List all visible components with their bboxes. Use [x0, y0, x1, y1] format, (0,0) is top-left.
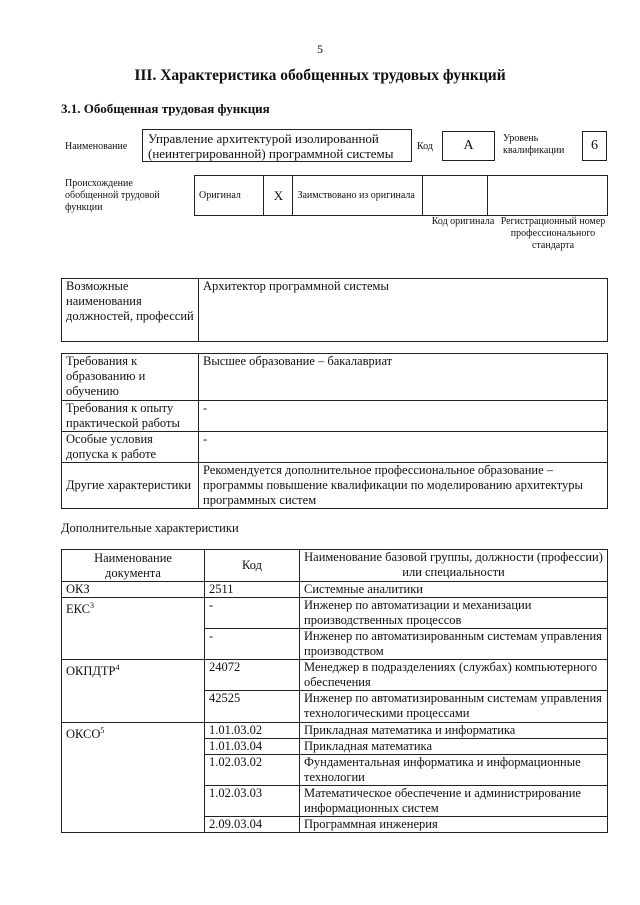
- reg-caption: Регистрационный номер профессионального стандарта: [500, 216, 606, 251]
- code-cell: 1.01.03.04: [205, 739, 300, 755]
- original-mark: Х: [264, 176, 293, 216]
- requirement-value: -: [199, 432, 608, 463]
- code-cell: 24072: [205, 660, 300, 691]
- requirement-label: Требования к опыту практической работы: [62, 401, 199, 432]
- table-row: [62, 582, 608, 598]
- positions-label: Возможные наименования должностей, профессий: [62, 279, 199, 342]
- name-cell: Фундаментальная информатика и информационные технологии: [300, 755, 608, 786]
- document-cell: [62, 598, 205, 660]
- table-row: [62, 660, 608, 691]
- name-cell: Инженер по автоматизированным системам управления производством: [300, 629, 608, 660]
- code-value: А: [442, 131, 495, 161]
- name-cell: Системные аналитики: [300, 582, 608, 598]
- code-label: Код: [417, 141, 433, 152]
- requirement-label: Другие характеристики: [62, 463, 199, 509]
- name-cell: Программная инженерия: [300, 817, 608, 833]
- additional-header-row: [62, 550, 608, 582]
- name-cell: Математическое обеспечение и администрирование информационных систем: [300, 786, 608, 817]
- requirement-value: Высшее образование – бакалавриат: [199, 354, 608, 401]
- header-document: Наименование документа: [62, 550, 205, 582]
- footnote-ref: 5: [100, 726, 105, 735]
- origin-label: Происхождение обобщенной трудовой функции: [65, 178, 160, 213]
- requirement-value: Рекомендуется дополнительное профессиональное образование – программы повышение квалификации по моделированию архитектуры программных систем: [199, 463, 608, 509]
- code-cell: 1.02.03.02: [205, 755, 300, 786]
- document-name: ОКПДТР: [66, 664, 116, 679]
- original-label: Оригинал: [195, 176, 264, 216]
- document-cell: [62, 582, 205, 598]
- header-name: Наименование базовой группы, должности (профессии) или специальности: [300, 550, 608, 582]
- requirement-row: [62, 432, 608, 463]
- requirement-row: [62, 401, 608, 432]
- level-value: 6: [582, 131, 607, 161]
- footnote-ref: 4: [115, 663, 120, 672]
- requirement-row: [62, 463, 608, 509]
- footnote-ref: 3: [90, 601, 94, 610]
- section-title: III. Характеристика обобщенных трудовых функций: [134, 67, 506, 84]
- additional-title: Дополнительные характеристики: [61, 521, 239, 535]
- code-cell: 1.02.03.03: [205, 786, 300, 817]
- document-name: ЕКС: [66, 602, 90, 617]
- function-name-box: Управление архитектурой изолированной (неинтегрированной) программной системы: [142, 129, 412, 162]
- document-name: ОКСО: [66, 727, 101, 742]
- name-cell: Прикладная математика и информатика: [300, 723, 608, 739]
- code-cell: 42525: [205, 691, 300, 723]
- code-cell: 1.01.03.02: [205, 723, 300, 739]
- subsection-title: 3.1. Обобщенная трудовая функция: [61, 101, 270, 116]
- name-cell: Инженер по автоматизированным системам управления технологическими процессами: [300, 691, 608, 723]
- positions-value: Архитектор программной системы: [199, 279, 608, 342]
- table-row: [62, 598, 608, 629]
- requirement-label: Особые условия допуска к работе: [62, 432, 199, 463]
- reg-number-cell: [488, 176, 608, 216]
- document-cell: [62, 660, 205, 723]
- original-code-cell: [423, 176, 488, 216]
- code-cell: -: [205, 598, 300, 629]
- name-label: Наименование: [65, 141, 128, 152]
- header-code: Код: [205, 550, 300, 582]
- code-cell: -: [205, 629, 300, 660]
- requirement-row: [62, 354, 608, 401]
- table-row: [62, 723, 608, 739]
- additional-table: [61, 549, 608, 833]
- code-cell: 2511: [205, 582, 300, 598]
- positions-table: [61, 278, 608, 342]
- level-label: Уровень квалификации: [503, 133, 565, 156]
- origin-table: [194, 175, 608, 216]
- name-cell: Инженер по автоматизации и механизации производственных процессов: [300, 598, 608, 629]
- document-cell: [62, 723, 205, 833]
- requirement-label: Требования к образованию и обучению: [62, 354, 199, 401]
- name-cell: Менеджер в подразделениях (службах) компьютерного обеспечения: [300, 660, 608, 691]
- code-cell: 2.09.03.04: [205, 817, 300, 833]
- borrowed-label: Заимствовано из оригинала: [293, 176, 423, 216]
- code-caption: Код оригинала: [431, 216, 495, 227]
- document-name: ОКЗ: [66, 582, 90, 596]
- requirements-table: [61, 353, 608, 509]
- page-number: 5: [317, 42, 323, 56]
- name-cell: Прикладная математика: [300, 739, 608, 755]
- requirement-value: -: [199, 401, 608, 432]
